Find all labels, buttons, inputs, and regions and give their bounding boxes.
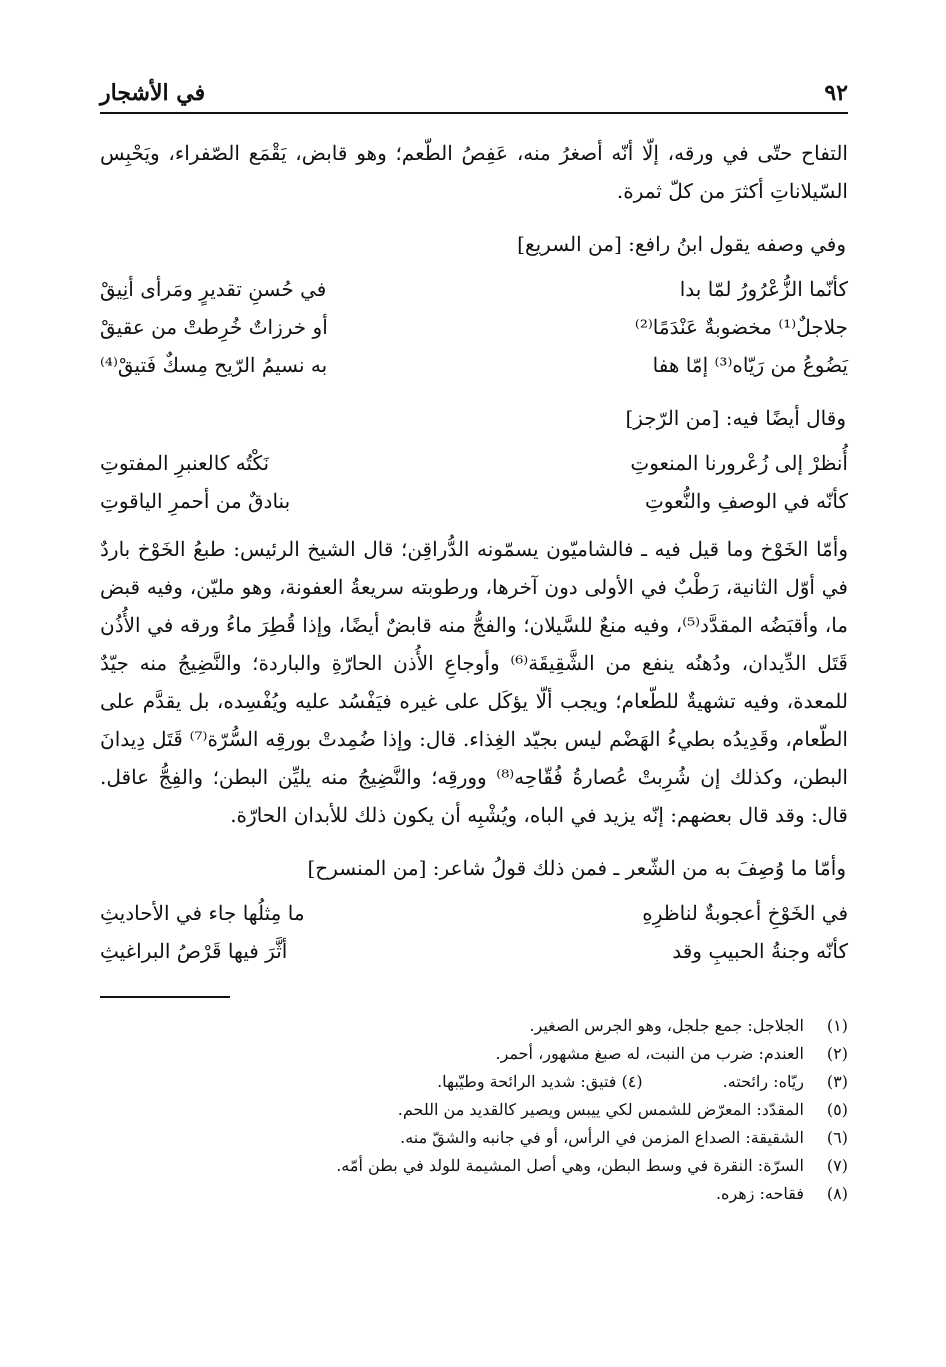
page-number: ٩٢	[824, 80, 848, 106]
footnote	[100, 1040, 848, 1068]
verse-second-hemistich: أثَّرَ فيها قَرْصُ البراغيثِ	[100, 939, 288, 963]
footnote-number: (٧)	[826, 1156, 848, 1175]
paragraph: وأمّا الخَوْخ وما قيل فيه ـ فالشاميّون يسمّونه الدُّراقِن؛ قال الشيخ الرئيس: طبعُ الخَوْخ باردٌ في أوّل الثانية، رَطْبٌ في الأولى دون آخرها، ورطوبته سريعةُ العفونة، وهو مليّن، وفيه قبض ما، وأقبَضُه المقدَّد⁽⁵⁾، وفيه منعٌ للسَّيلان؛ والفجُّ منه قابضٌ أيضًا، وإذا قُطِرَ ماءُ ورقه في الأُذُن قَتَل الدِّيدان، ودُهنُه ينفع من الشَّقِيقَة⁽⁶⁾ وأوجاعِ الأُذن الحارّةِ والباردة؛ والنَّضِيجُ منه جيّدٌ للمعدة، وفيه تشهيةٌ للطّعام؛ ويجب ألّا يؤكَل على غيره فيَفْسُد عليه ويُفْسِده، بل يقدَّم على الطّعام، وقَدِيدُه بطيءُ الهَضْم ليس بجيّد الغِذاء. قال: وإذا ضُمِدتْ بورقِه السُّرّة⁽⁷⁾ قَتَل دِيدانَ البطن، وكذلك إن شُرِبتْ عُصارةُ فُقّاحِه⁽⁸⁾ وورقِه؛ والنَّضِيجُ منه يليِّن البطن؛ والفِجُّ عاقل. قال: وقد قال بعضهم: إنّه يزيد في الباه، ويُشْبِه أن يكون ذلك للأبدان الحارّة.	[100, 537, 848, 827]
footnote-text: المقدّد: المعرّض للشمس لكي ييبس ويصير كالقديد من اللحم.	[397, 1100, 804, 1119]
verse-line	[100, 346, 848, 384]
footnote	[100, 1068, 848, 1096]
verse-first-hemistich: يَضُوعُ من رَيّاه⁽³⁾ إمّا هفا	[652, 353, 848, 377]
footnotes	[100, 1012, 848, 1208]
page-header	[100, 72, 848, 114]
running-title: في الأشجار	[100, 80, 206, 106]
footnote	[100, 1180, 848, 1208]
footnote	[100, 1012, 848, 1040]
footnote-number: (٥)	[826, 1100, 848, 1119]
footnote-text: العندم: ضرب من النبت، له صبغ مشهور، أحمر.	[495, 1044, 804, 1063]
verse-first-hemistich: كأنّه وجنةُ الحبيبِ وقد	[672, 939, 848, 963]
verse-first-hemistich: في الخَوْخِ أعجوبةٌ لناظرِهِ	[642, 901, 848, 925]
verse-line	[100, 932, 848, 970]
poem-3	[100, 894, 848, 970]
footnote-number: (١)	[826, 1016, 848, 1035]
verse-line	[100, 482, 848, 520]
paragraph: التفاح حتّى في ورقه، إلّا أنّه أصغرُ منه، عَفِصُ الطّعم؛ وهو قابض، يَقْمَع الصّفراء، ويَحْبِس السّيلاناتِ أكثرَ من كلّ ثمرة.	[100, 141, 848, 203]
verse-first-hemistich: كأنّما الزُّعْرُورُ لمّا بدا	[679, 277, 848, 301]
verse-first-hemistich: كأنّه في الوصفِ والنُّعوتِ	[644, 489, 848, 513]
footnote-pair	[437, 1068, 804, 1096]
footnote-number: (٦)	[826, 1128, 848, 1147]
verse-line	[100, 444, 848, 482]
footnote-rule-wrap	[100, 996, 848, 998]
footnote-number: (٢)	[826, 1044, 848, 1063]
footnote	[100, 1096, 848, 1124]
footnote-text: السرّة: النقرة في وسط البطن، وهي أصل المشيمة للولد في بطن أمّه.	[336, 1156, 804, 1175]
poem-intro: وفي وصفه يقول ابنُ رافع: [من السريع]	[517, 232, 846, 256]
footnote-number: (٣)	[826, 1072, 848, 1091]
main-text	[100, 134, 848, 970]
poem-1	[100, 270, 848, 384]
poem-2	[100, 444, 848, 520]
verse-line	[100, 270, 848, 308]
footnote-text: ريّاه: رائحته.	[722, 1072, 804, 1091]
poem-intro: وقال أيضًا فيه: [من الرّجز]	[625, 406, 846, 430]
poem-intro: وأمّا ما وُصِفَ به من الشّعر ـ فمن ذلك قولُ شاعر: [من المنسرح]	[307, 856, 846, 880]
verse-second-hemistich: نَكْتُه كالعنبرِ المفتوتِ	[100, 451, 270, 475]
verse-first-hemistich: أُنظرْ إلى زُعْرورنا المنعوتِ	[630, 451, 848, 475]
verse-second-hemistich: بنادقٌ من أحمرِ الياقوتِ	[100, 489, 291, 513]
footnote-text: فتيق: شديد الرائحة وطيّبها.	[437, 1072, 617, 1091]
verse-second-hemistich: في حُسنِ تقديرٍ ومَرأى أنِيقْ	[100, 277, 327, 301]
verse-line	[100, 894, 848, 932]
footnote-divider	[100, 996, 230, 998]
verse-first-hemistich: جلاجلٌ⁽¹⁾ مخضوبةٌ عَنْدَمًا⁽²⁾	[634, 315, 848, 339]
verse-second-hemistich: أو خرزاتٌ خُرِطتْ من عقيقْ	[100, 315, 328, 339]
footnote-number: (٨)	[826, 1184, 848, 1203]
footnote-text: الشقيقة: الصداع المزمن في الرأس، أو في جانبه والشقّ منه.	[400, 1128, 804, 1147]
verse-second-hemistich: به نسيمُ الرّيح مِسكٌ فَتيقْ⁽⁴⁾	[100, 353, 328, 377]
footnote-number: (٤)	[621, 1072, 643, 1091]
footnote	[100, 1124, 848, 1152]
verse-line	[100, 308, 848, 346]
verse-second-hemistich: ما مِثلُها جاء في الأحاديثِ	[100, 901, 305, 925]
footnote	[100, 1152, 848, 1180]
footnote-text: فقاحه: زهره.	[715, 1184, 804, 1203]
footnote-text: الجلاجل: جمع جلجل، وهو الجرس الصغير.	[529, 1016, 804, 1035]
